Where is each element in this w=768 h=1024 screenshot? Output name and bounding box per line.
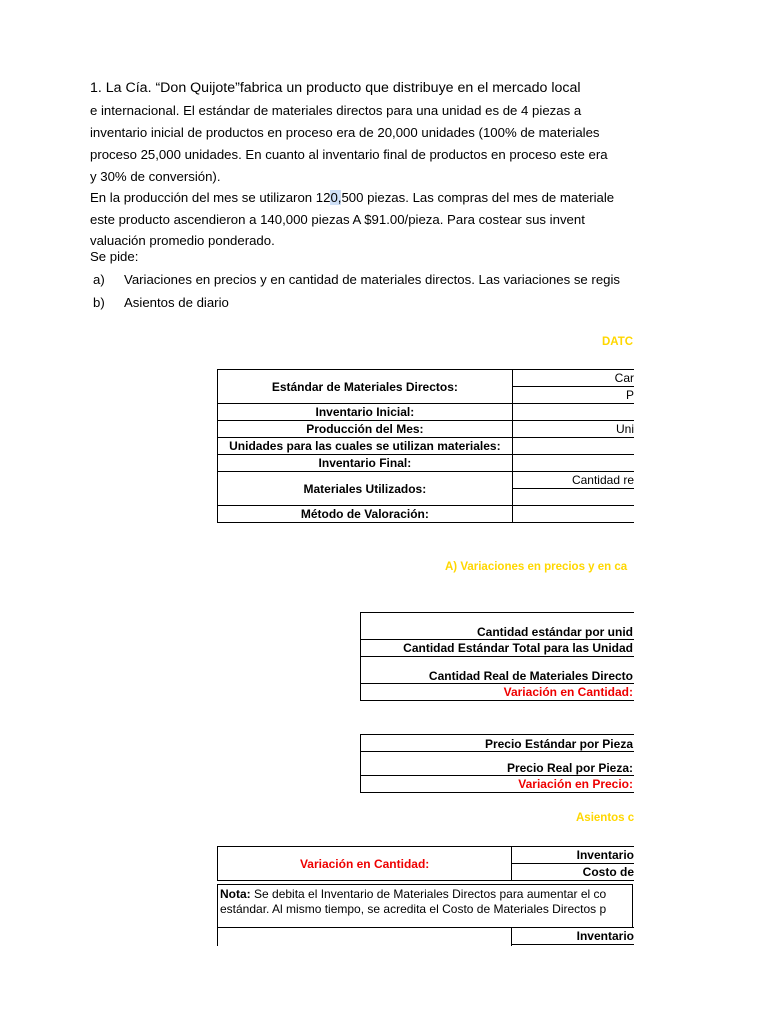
problem-line-6 [90,190,614,206]
problem-line-4: proceso 25,000 unidades. En cuanto al inventario final de productos en proceso este era [90,147,608,162]
problem-line-6-end: 500 piezas. Las compras del mes de materiale [341,190,615,205]
problem-line-1: 1. La Cía. “Don Quijote”fabrica un producto que distribuye en el mercado local [90,80,581,96]
problem-line-5: y 30% de conversión). [90,169,221,184]
label-precio-estandar: Precio Estándar por Pieza [361,735,635,752]
label-inventario-final: Inventario Final: [218,455,513,472]
value-metodo-valoracion [512,506,634,523]
label-materiales-utilizados: Materiales Utilizados: [218,472,513,506]
note-line-1: Se debita el Inventario de Materiales Directos para aumentar el co [250,887,607,901]
value-precio-real [512,489,634,506]
value-produccion-mes: Uni [512,421,634,438]
cantidad-table [360,612,634,701]
value-unidades-materiales [512,438,634,455]
label-asiento-variacion-cantidad: Variación en Cantidad: [218,847,512,881]
problem-line-9: Se pide: [90,249,139,264]
list-marker-a: a) [93,272,105,287]
label-cantidad-estandar-total: Cantidad Estándar Total para las Unidad [361,640,635,657]
variaciones-heading: A) Variaciones en precios y en ca [445,561,628,573]
value-cantidad-estandar: Car [512,370,634,387]
value-cantidad-real: Cantidad re [512,472,634,489]
problem-line-3: inventario inicial de productos en proceso era de 20,000 unidades (100% de materiales [90,125,600,140]
value-asiento-inventario: Inventario [512,847,634,864]
label-variacion-precio: Variación en Precio: [361,776,635,793]
problem-line-2: e internacional. El estándar de materiales directos para una unidad es de 4 piezas a [90,103,582,118]
list-item-a: Variaciones en precios y en cantidad de materiales directos. Las variaciones se regis [124,272,621,287]
list-marker-b: b) [93,295,105,310]
precio-table [360,734,634,793]
datos-heading: DATC [602,336,634,348]
datos-table [217,369,634,523]
asientos-heading: Asientos c [576,812,634,824]
label-inventario-inicial: Inventario Inicial: [218,404,513,421]
label-precio-real: Precio Real por Pieza: [361,752,635,776]
label-cantidad-estandar-unidad: Cantidad estándar por unid [361,613,635,640]
problem-line-6-start: En la producción del mes se utilizaron 12 [90,190,331,205]
value-inventario-final [512,455,634,472]
label-estandar-materiales: Estándar de Materiales Directos: [218,370,513,404]
problem-line-8: valuación promedio ponderado. [90,233,275,248]
note-label: Nota: [220,887,251,901]
label-cantidad-real: Cantidad Real de Materiales Directo [361,657,635,684]
value-precio-estandar: P [512,387,634,404]
value-asiento-costo: Costo de [512,864,634,881]
value-inventario-inicial [512,404,634,421]
label-metodo-valoracion: Método de Valoración: [218,506,513,523]
value-asiento2-inventario: Inventario [512,928,634,945]
text-cursor-highlight: 0, [330,190,342,205]
note-box [217,884,633,928]
asientos-table [217,846,634,881]
label-unidades-materiales: Unidades para las cuales se utilizan materiales: [218,438,513,455]
problem-line-7: este producto ascendieron a 140,000 piezas A $91.00/pieza. Para costear sus invent [90,212,585,227]
list-item-b: Asientos de diario [124,295,229,310]
page-bottom-blank [0,946,634,1024]
label-variacion-cantidad: Variación en Cantidad: [361,684,635,701]
note-line-2: estándar. Al mismo tiempo, se acredita el Costo de Materiales Directos p [220,902,607,916]
label-produccion-mes: Producción del Mes: [218,421,513,438]
